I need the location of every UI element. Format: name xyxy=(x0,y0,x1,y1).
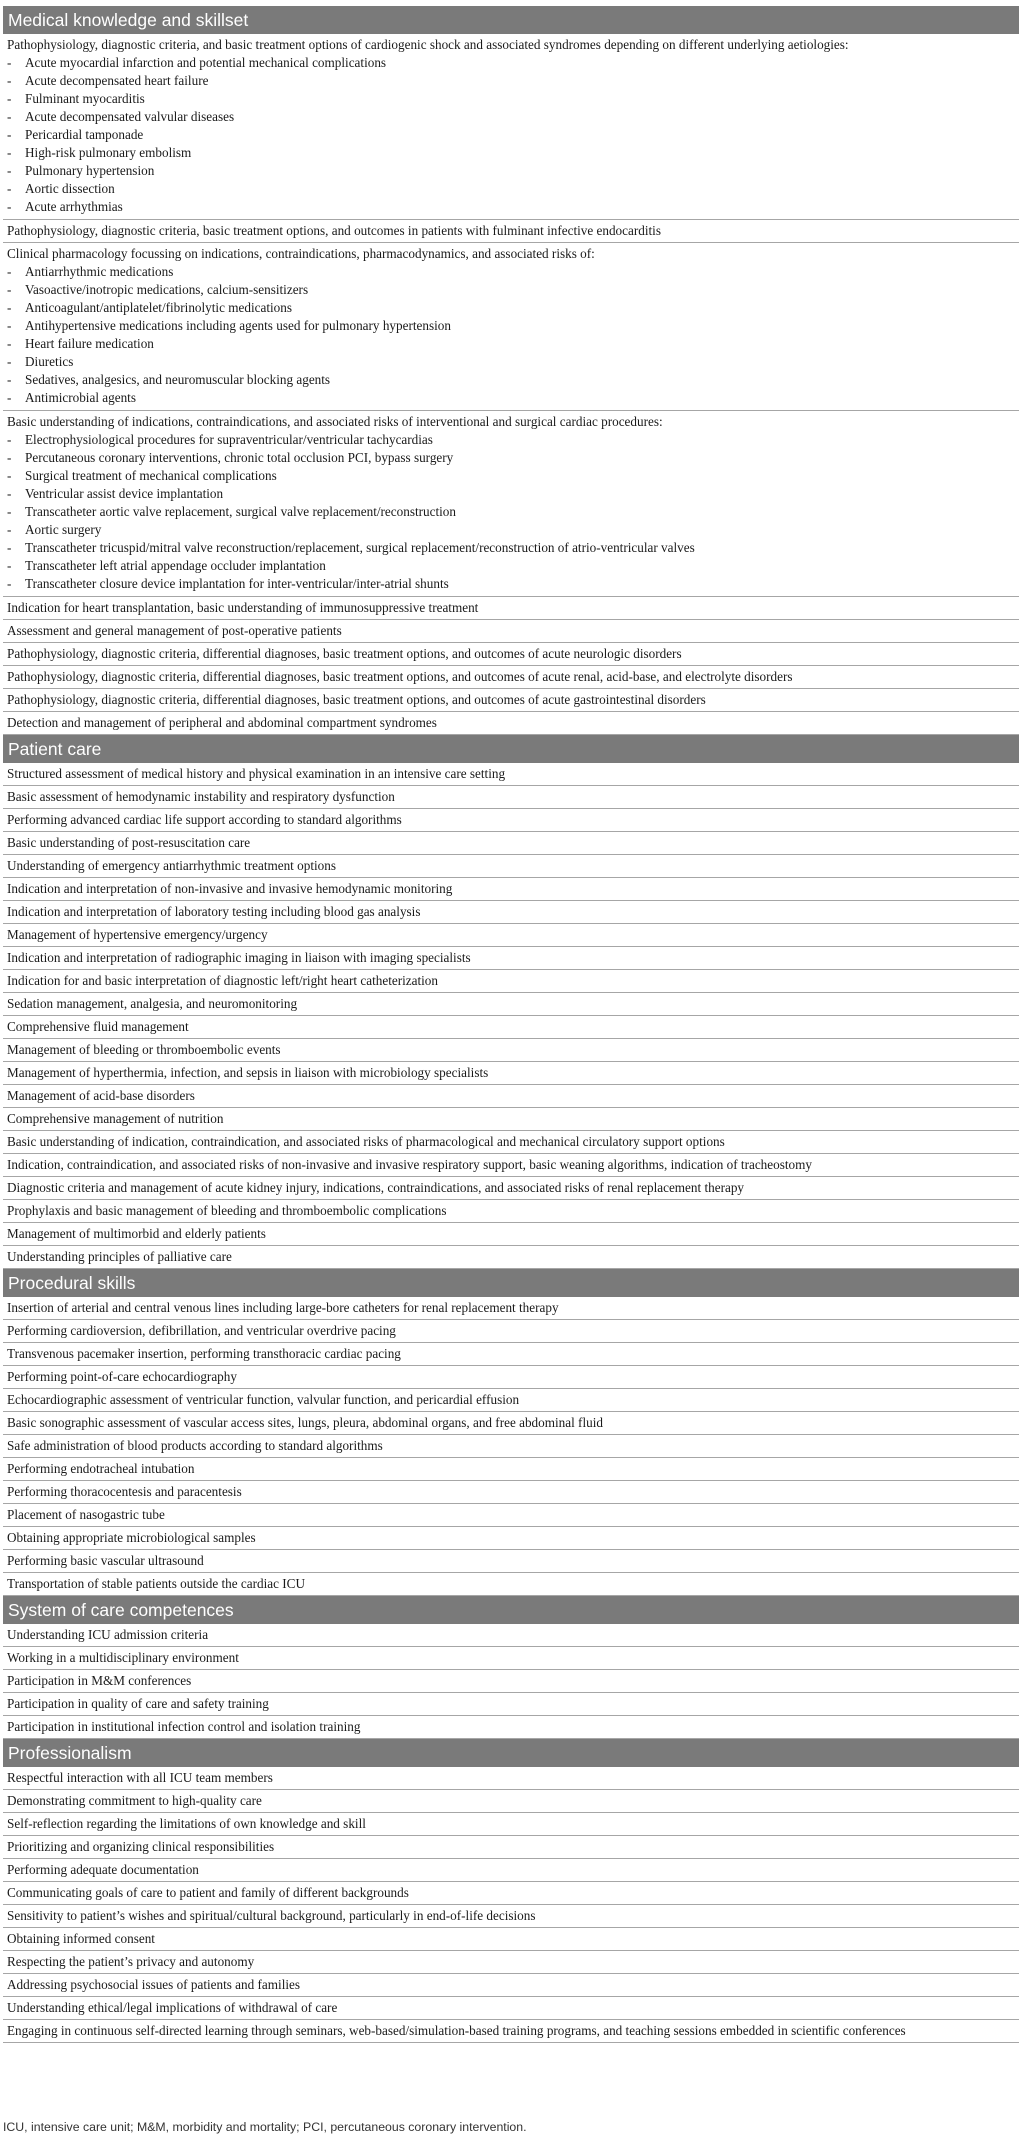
sub-list-item xyxy=(7,108,1013,126)
sub-list-item-text: Acute arrhythmias xyxy=(25,199,123,214)
row-text: Performing adequate documentation xyxy=(7,1862,199,1877)
table-row xyxy=(3,34,1019,220)
row-text: Echocardiographic assessment of ventricular function, valvular function, and pericardial effusion xyxy=(7,1392,520,1407)
table-row xyxy=(3,1813,1019,1836)
sub-list-item xyxy=(7,539,1013,557)
table-row xyxy=(3,1670,1019,1693)
table-row xyxy=(3,1435,1019,1458)
table-row xyxy=(3,1974,1019,1997)
dash-bullet-icon: - xyxy=(7,390,12,405)
section-header: Medical knowledge and skillset xyxy=(3,6,1019,34)
table-row xyxy=(3,1693,1019,1716)
dash-bullet-icon: - xyxy=(7,432,12,447)
table-row xyxy=(3,878,1019,901)
sub-list-item xyxy=(7,299,1013,317)
sub-list-item-text: Aortic surgery xyxy=(25,522,102,537)
table-section xyxy=(3,6,1019,735)
sub-list-item xyxy=(7,281,1013,299)
table-row xyxy=(3,411,1019,597)
table-row xyxy=(3,1550,1019,1573)
row-text: Diagnostic criteria and management of acute kidney injury, indications, contraindications, and associated risks of renal replacement therapy xyxy=(7,1180,745,1195)
row-text: Addressing psychosocial issues of patients and families xyxy=(7,1977,301,1992)
row-text: Understanding ICU admission criteria xyxy=(7,1627,209,1642)
table-row xyxy=(3,1928,1019,1951)
dash-bullet-icon: - xyxy=(7,264,12,279)
table-row xyxy=(3,243,1019,411)
dash-bullet-icon: - xyxy=(7,486,12,501)
table-row xyxy=(3,1624,1019,1647)
table-row xyxy=(3,1997,1019,2020)
table-row xyxy=(3,1200,1019,1223)
row-text: Transvenous pacemaker insertion, performing transthoracic cardiac pacing xyxy=(7,1346,401,1361)
table-row xyxy=(3,1412,1019,1435)
table-row xyxy=(3,1108,1019,1131)
sub-list-item xyxy=(7,485,1013,503)
table-row xyxy=(3,1154,1019,1177)
dash-bullet-icon: - xyxy=(7,55,12,70)
sub-list-item xyxy=(7,317,1013,335)
table-row xyxy=(3,1573,1019,1596)
row-text: Clinical pharmacology focussing on indications, contraindications, pharmacodynamics, and associated risks of: xyxy=(7,246,595,261)
row-text: Obtaining appropriate microbiological samples xyxy=(7,1530,256,1545)
sub-list-item xyxy=(7,353,1013,371)
row-text: Sedation management, analgesia, and neuromonitoring xyxy=(7,996,298,1011)
sub-list-item xyxy=(7,198,1013,216)
dash-bullet-icon: - xyxy=(7,109,12,124)
table-row xyxy=(3,1647,1019,1670)
table-row xyxy=(3,1389,1019,1412)
table-row xyxy=(3,809,1019,832)
table-row xyxy=(3,712,1019,735)
sub-list-item-text: Acute decompensated valvular diseases xyxy=(25,109,235,124)
row-text: Basic understanding of indications, contraindications, and associated risks of interventional and surgical cardiac procedures: xyxy=(7,414,663,429)
sub-list-item-text: Transcatheter tricuspid/mitral valve reconstruction/replacement, surgical replacement/reconstruction of atrio-ventricular valves xyxy=(25,540,695,555)
sub-list-item-text: Pericardial tamponade xyxy=(25,127,144,142)
sub-list-item xyxy=(7,503,1013,521)
table-row xyxy=(3,220,1019,243)
sub-list-item-text: Electrophysiological procedures for supraventricular/ventricular tachycardias xyxy=(25,432,433,447)
sub-list-item xyxy=(7,557,1013,575)
row-text: Safe administration of blood products according to standard algorithms xyxy=(7,1438,383,1453)
sub-list-item-text: Percutaneous coronary interventions, chronic total occlusion PCI, bypass surgery xyxy=(25,450,454,465)
table-row xyxy=(3,1343,1019,1366)
table-section xyxy=(3,1269,1019,1596)
table-row xyxy=(3,970,1019,993)
dash-bullet-icon: - xyxy=(7,450,12,465)
table-row xyxy=(3,832,1019,855)
table-row xyxy=(3,597,1019,620)
section-header: Patient care xyxy=(3,735,1019,763)
sub-list-item xyxy=(7,90,1013,108)
sub-list-item xyxy=(7,449,1013,467)
dash-bullet-icon: - xyxy=(7,145,12,160)
sub-list-item-text: Acute myocardial infarction and potential mechanical complications xyxy=(25,55,387,70)
row-text: Management of hyperthermia, infection, and sepsis in liaison with microbiology specialists xyxy=(7,1065,489,1080)
sub-list-item-text: Transcatheter aortic valve replacement, surgical valve replacement/reconstruction xyxy=(25,504,456,519)
sub-list-item-text: Diuretics xyxy=(25,354,74,369)
dash-bullet-icon: - xyxy=(7,181,12,196)
table-section xyxy=(3,1739,1019,2043)
row-text: Pathophysiology, diagnostic criteria, differential diagnoses, basic treatment options, and outcomes of acute neurologic disorders xyxy=(7,646,682,661)
sub-list-item-text: Pulmonary hypertension xyxy=(25,163,155,178)
table-row xyxy=(3,1366,1019,1389)
row-text: Indication and interpretation of radiographic imaging in liaison with imaging specialists xyxy=(7,950,471,965)
sub-list-item-text: Sedatives, analgesics, and neuromuscular blocking agents xyxy=(25,372,331,387)
row-text: Pathophysiology, diagnostic criteria, differential diagnoses, basic treatment options, and outcomes of acute renal, acid-base, and electrolyte disorders xyxy=(7,669,793,684)
dash-bullet-icon: - xyxy=(7,91,12,106)
row-text: Respecting the patient’s privacy and autonomy xyxy=(7,1954,255,1969)
sub-list-item-text: Transcatheter closure device implantation for inter-ventricular/inter-atrial shunts xyxy=(25,576,449,591)
table-row xyxy=(3,1767,1019,1790)
sub-list-item-text: Surgical treatment of mechanical complications xyxy=(25,468,277,483)
table-row xyxy=(3,1836,1019,1859)
sub-list-item xyxy=(7,144,1013,162)
row-text: Sensitivity to patient’s wishes and spiritual/cultural background, particularly in end-of-life decisions xyxy=(7,1908,536,1923)
row-text: Indication for heart transplantation, basic understanding of immunosuppressive treatment xyxy=(7,600,479,615)
competency-table xyxy=(3,6,1019,2043)
table-row xyxy=(3,1951,1019,1974)
table-row xyxy=(3,1790,1019,1813)
row-text: Insertion of arterial and central venous lines including large-bore catheters for renal replacement therapy xyxy=(7,1300,559,1315)
sub-list-item xyxy=(7,263,1013,281)
row-text: Understanding of emergency antiarrhythmic treatment options xyxy=(7,858,336,873)
row-text: Communicating goals of care to patient and family of different backgrounds xyxy=(7,1885,409,1900)
sub-list-item xyxy=(7,521,1013,539)
sub-list-item-text: Anticoagulant/antiplatelet/fibrinolytic medications xyxy=(25,300,292,315)
row-text: Comprehensive management of nutrition xyxy=(7,1111,224,1126)
row-text: Performing thoracocentesis and paracentesis xyxy=(7,1484,242,1499)
table-row xyxy=(3,855,1019,878)
table-row xyxy=(3,993,1019,1016)
table-row xyxy=(3,1016,1019,1039)
dash-bullet-icon: - xyxy=(7,372,12,387)
table-section xyxy=(3,1596,1019,1739)
table-footnote: ICU, intensive care unit; M&M, morbidity and mortality; PCI, percutaneous coronary intervention. xyxy=(3,2120,527,2134)
table-row xyxy=(3,1504,1019,1527)
table-row xyxy=(3,1527,1019,1550)
dash-bullet-icon: - xyxy=(7,522,12,537)
row-text: Indication and interpretation of laboratory testing including blood gas analysis xyxy=(7,904,421,919)
dash-bullet-icon: - xyxy=(7,73,12,88)
table-row xyxy=(3,1297,1019,1320)
row-text: Respectful interaction with all ICU team members xyxy=(7,1770,273,1785)
table-row xyxy=(3,1085,1019,1108)
dash-bullet-icon: - xyxy=(7,504,12,519)
sub-list-item-text: Fulminant myocarditis xyxy=(25,91,145,106)
sub-list-item-text: Antihypertensive medications including agents used for pulmonary hypertension xyxy=(25,318,451,333)
row-text: Indication and interpretation of non-invasive and invasive hemodynamic monitoring xyxy=(7,881,453,896)
table-row xyxy=(3,1905,1019,1928)
table-row xyxy=(3,2020,1019,2043)
table-row xyxy=(3,1882,1019,1905)
dash-bullet-icon: - xyxy=(7,300,12,315)
row-text: Performing cardioversion, defibrillation, and ventricular overdrive pacing xyxy=(7,1323,396,1338)
sub-list-item xyxy=(7,371,1013,389)
row-text: Participation in quality of care and safety training xyxy=(7,1696,269,1711)
table-row xyxy=(3,689,1019,712)
row-text: Self-reflection regarding the limitations of own knowledge and skill xyxy=(7,1816,366,1831)
dash-bullet-icon: - xyxy=(7,468,12,483)
sub-list-item-text: Aortic dissection xyxy=(25,181,115,196)
sub-list-item-text: Vasoactive/inotropic medications, calcium-sensitizers xyxy=(25,282,309,297)
row-text: Basic assessment of hemodynamic instability and respiratory dysfunction xyxy=(7,789,395,804)
table-row xyxy=(3,1481,1019,1504)
row-text: Basic understanding of indication, contraindication, and associated risks of pharmacological and mechanical circulatory support options xyxy=(7,1134,725,1149)
row-text: Understanding principles of palliative care xyxy=(7,1249,232,1264)
table-row xyxy=(3,1716,1019,1739)
table-row xyxy=(3,1062,1019,1085)
table-row xyxy=(3,1177,1019,1200)
dash-bullet-icon: - xyxy=(7,127,12,142)
sub-list-item-text: Antimicrobial agents xyxy=(25,390,136,405)
sub-list-item-text: Transcatheter left atrial appendage occluder implantation xyxy=(25,558,326,573)
row-text: Performing advanced cardiac life support according to standard algorithms xyxy=(7,812,402,827)
table-row xyxy=(3,1458,1019,1481)
table-row xyxy=(3,1039,1019,1062)
dash-bullet-icon: - xyxy=(7,282,12,297)
row-text: Performing basic vascular ultrasound xyxy=(7,1553,204,1568)
table-row xyxy=(3,666,1019,689)
row-text: Engaging in continuous self-directed learning through seminars, web-based/simulation-based training programs, and teaching sessions embedded in scientific conferences xyxy=(7,2023,906,2038)
row-text: Assessment and general management of post-operative patients xyxy=(7,623,342,638)
sub-list-item xyxy=(7,467,1013,485)
sub-list-item-text: High-risk pulmonary embolism xyxy=(25,145,192,160)
row-text: Pathophysiology, diagnostic criteria, differential diagnoses, basic treatment options, and outcomes of acute gastrointestinal disorders xyxy=(7,692,706,707)
section-header: System of care competences xyxy=(3,1596,1019,1624)
table-row xyxy=(3,763,1019,786)
row-text: Basic understanding of post-resuscitation care xyxy=(7,835,251,850)
sub-list-item-text: Antiarrhythmic medications xyxy=(25,264,174,279)
section-header: Procedural skills xyxy=(3,1269,1019,1297)
dash-bullet-icon: - xyxy=(7,540,12,555)
sub-list-item xyxy=(7,54,1013,72)
table-row xyxy=(3,1131,1019,1154)
table-row xyxy=(3,947,1019,970)
row-text: Prophylaxis and basic management of bleeding and thromboembolic complications xyxy=(7,1203,447,1218)
row-text: Pathophysiology, diagnostic criteria, and basic treatment options of cardiogenic shock and associated syndromes depending on different underlying aetiologies: xyxy=(7,37,849,52)
section-header: Professionalism xyxy=(3,1739,1019,1767)
table-row xyxy=(3,643,1019,666)
sub-list-item xyxy=(7,389,1013,407)
sub-list-item-text: Ventricular assist device implantation xyxy=(25,486,224,501)
row-text: Indication for and basic interpretation of diagnostic left/right heart catheterization xyxy=(7,973,438,988)
row-text: Performing point-of-care echocardiography xyxy=(7,1369,237,1384)
row-text: Placement of nasogastric tube xyxy=(7,1507,165,1522)
row-text: Pathophysiology, diagnostic criteria, basic treatment options, and outcomes in patients with fulminant infective endocarditis xyxy=(7,223,661,238)
row-text: Performing endotracheal intubation xyxy=(7,1461,195,1476)
sub-list-item xyxy=(7,72,1013,90)
row-text: Management of multimorbid and elderly patients xyxy=(7,1226,266,1241)
table-row xyxy=(3,901,1019,924)
row-text: Management of hypertensive emergency/urgency xyxy=(7,927,268,942)
row-text: Obtaining informed consent xyxy=(7,1931,155,1946)
table-section xyxy=(3,735,1019,1269)
table-row xyxy=(3,1320,1019,1343)
dash-bullet-icon: - xyxy=(7,199,12,214)
row-text: Working in a multidisciplinary environment xyxy=(7,1650,239,1665)
dash-bullet-icon: - xyxy=(7,576,12,591)
row-text: Prioritizing and organizing clinical responsibilities xyxy=(7,1839,275,1854)
sub-list-item xyxy=(7,180,1013,198)
row-text: Understanding ethical/legal implications of withdrawal of care xyxy=(7,2000,338,2015)
dash-bullet-icon: - xyxy=(7,336,12,351)
row-text: Participation in institutional infection control and isolation training xyxy=(7,1719,361,1734)
dash-bullet-icon: - xyxy=(7,558,12,573)
row-text: Demonstrating commitment to high-quality care xyxy=(7,1793,262,1808)
sub-list-item xyxy=(7,162,1013,180)
sub-list-item-text: Acute decompensated heart failure xyxy=(25,73,209,88)
sub-list-item-text: Heart failure medication xyxy=(25,336,154,351)
row-text: Management of acid-base disorders xyxy=(7,1088,195,1103)
table-row xyxy=(3,620,1019,643)
table-row xyxy=(3,1246,1019,1269)
row-text: Indication, contraindication, and associated risks of non-invasive and invasive respiratory support, basic weaning algorithms, indication of tracheostomy xyxy=(7,1157,812,1172)
sub-list-item xyxy=(7,431,1013,449)
table-row xyxy=(3,786,1019,809)
row-text: Detection and management of peripheral and abdominal compartment syndromes xyxy=(7,715,437,730)
table-row xyxy=(3,1859,1019,1882)
dash-bullet-icon: - xyxy=(7,163,12,178)
sub-list-item xyxy=(7,126,1013,144)
sub-list-item xyxy=(7,335,1013,353)
row-text: Basic sonographic assessment of vascular access sites, lungs, pleura, abdominal organs, and free abdominal fluid xyxy=(7,1415,603,1430)
row-text: Comprehensive fluid management xyxy=(7,1019,189,1034)
sub-list-item xyxy=(7,575,1013,593)
row-text: Participation in M&M conferences xyxy=(7,1673,192,1688)
dash-bullet-icon: - xyxy=(7,318,12,333)
row-text: Structured assessment of medical history and physical examination in an intensive care setting xyxy=(7,766,506,781)
dash-bullet-icon: - xyxy=(7,354,12,369)
table-row xyxy=(3,924,1019,947)
row-text: Management of bleeding or thromboembolic events xyxy=(7,1042,281,1057)
row-text: Transportation of stable patients outside the cardiac ICU xyxy=(7,1576,305,1591)
table-row xyxy=(3,1223,1019,1246)
